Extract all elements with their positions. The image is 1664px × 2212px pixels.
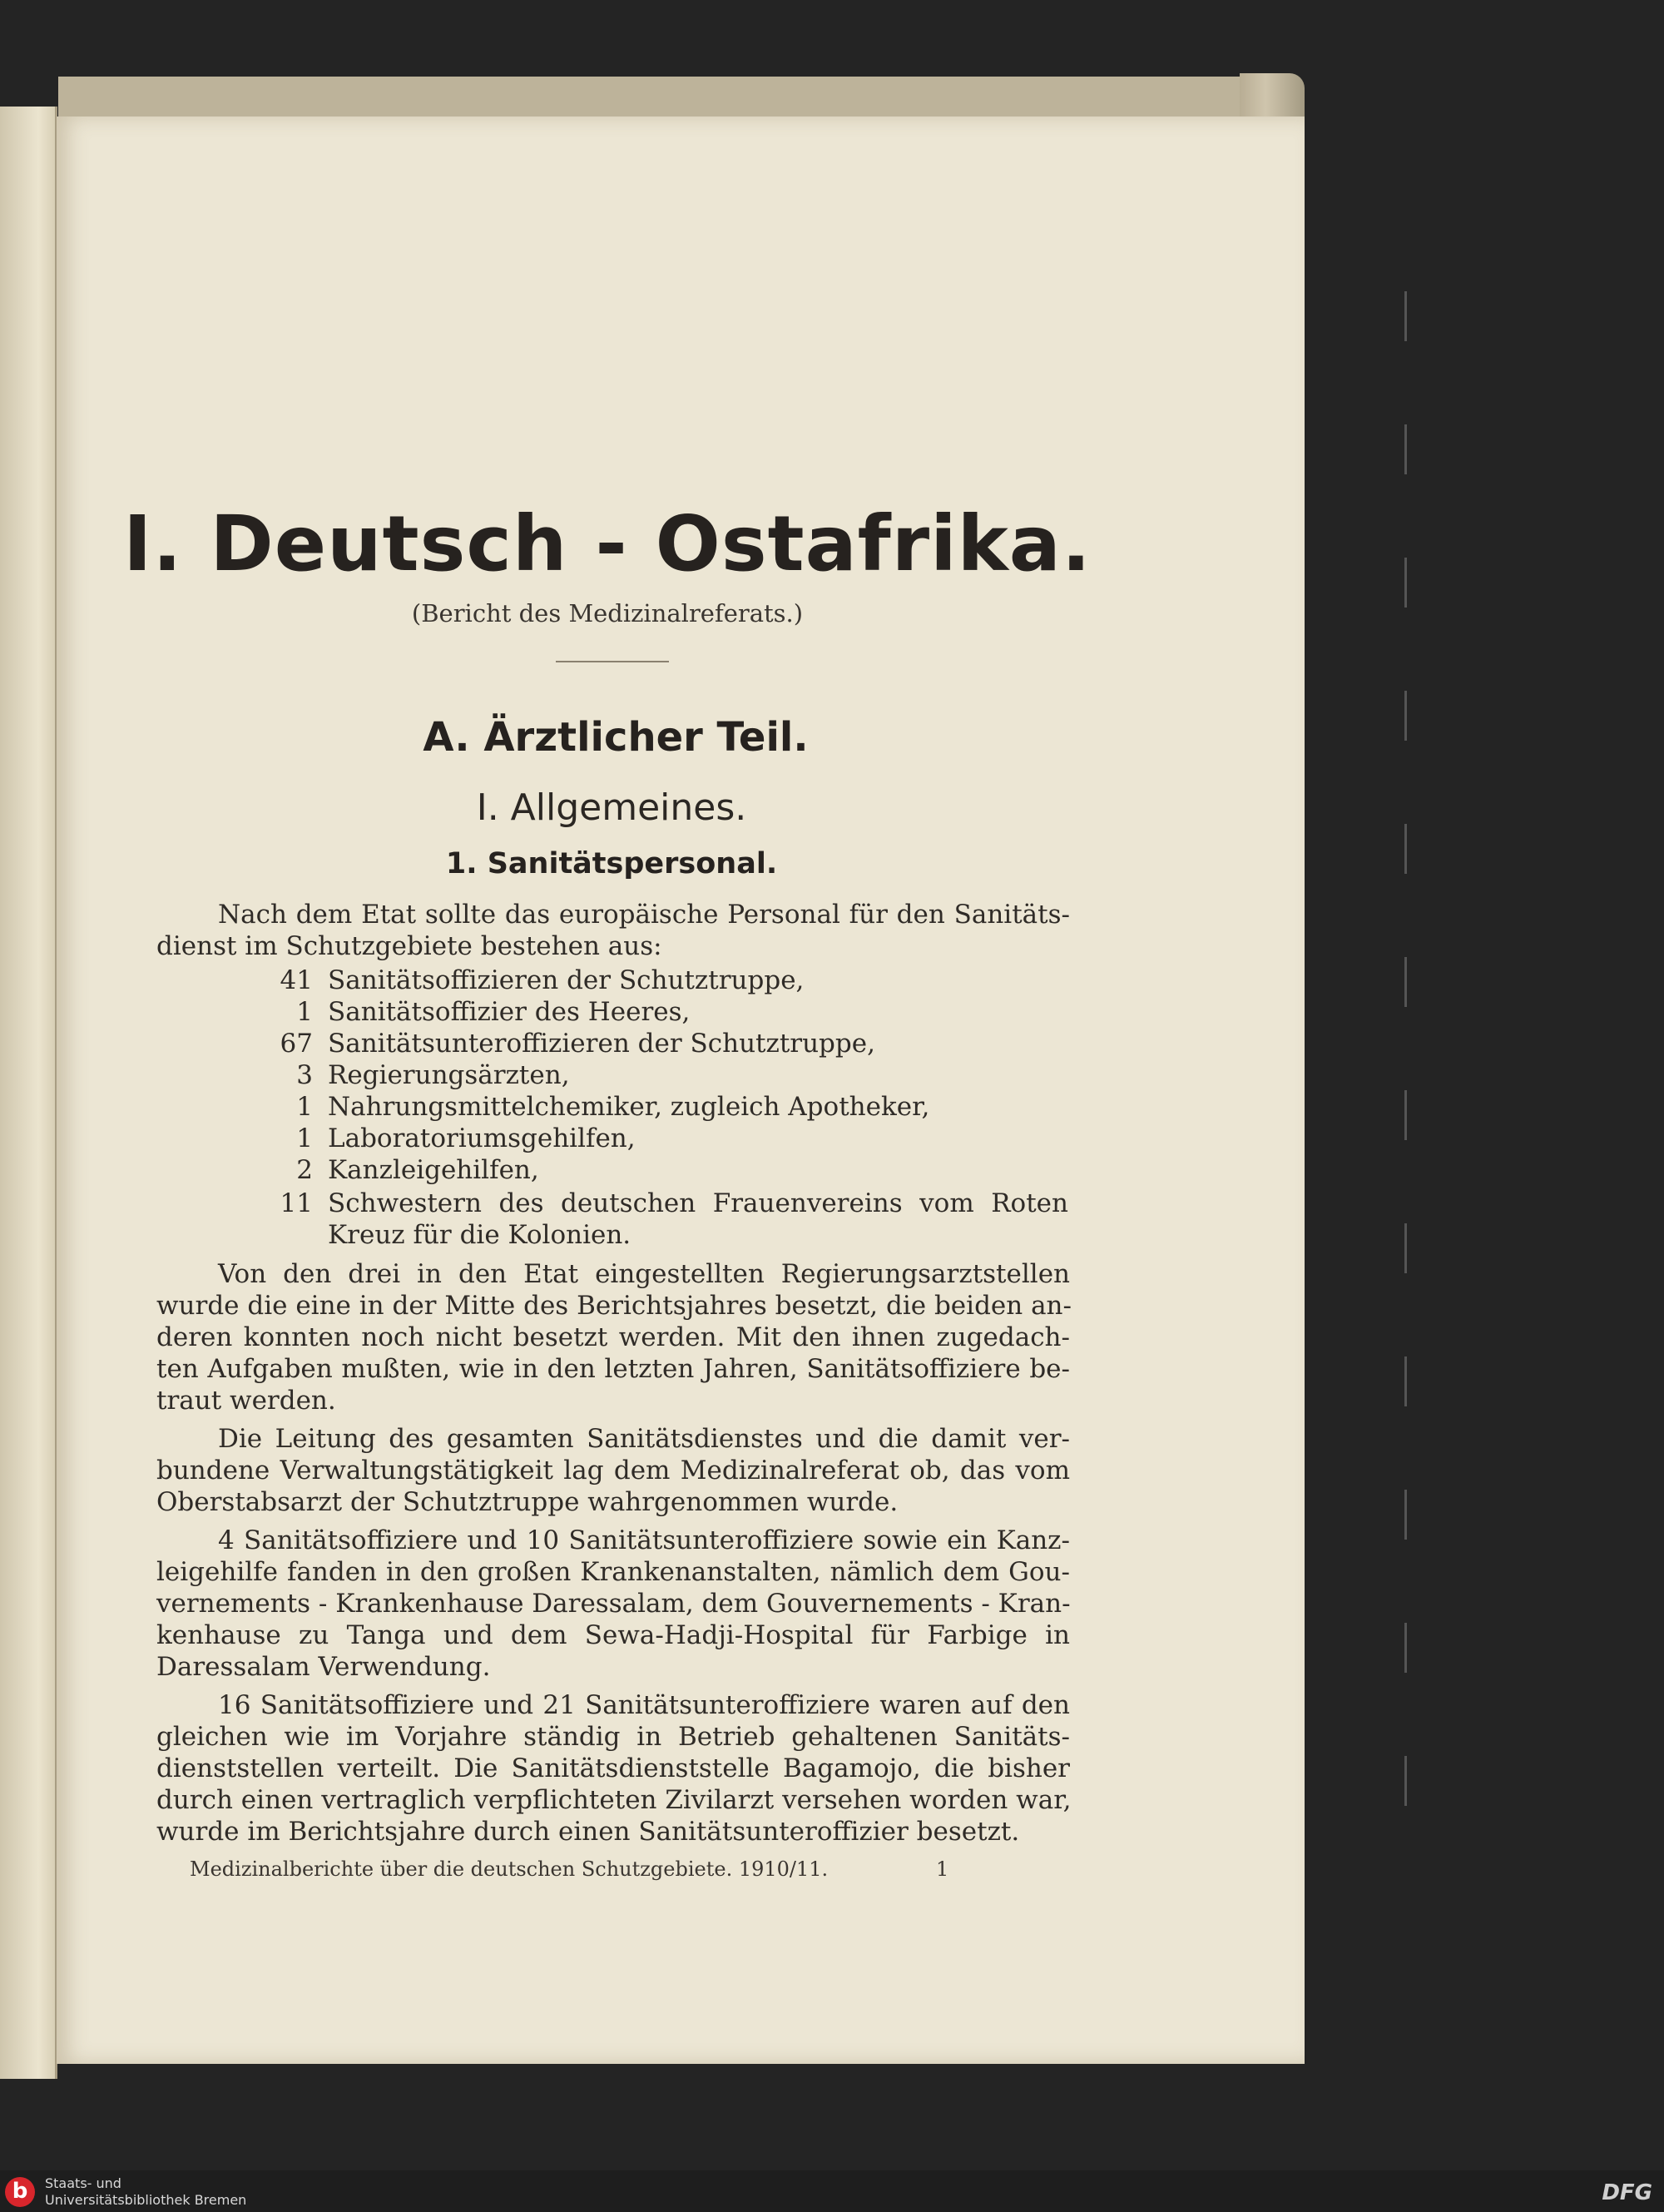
- left-page-edge: [0, 107, 57, 2079]
- intro-line: Nach dem Etat sollte das europäische Personal für den Sanitäts-: [218, 900, 1070, 930]
- page-number: 1: [936, 1857, 949, 1881]
- paragraph-line: 16 Sanitätsoffiziere und 21 Sanitätsunteroffiziere waren auf den: [218, 1690, 1070, 1720]
- staff-count: 2: [296, 1155, 313, 1185]
- intro-line: dienst im Schutzgebiete bestehen aus:: [156, 931, 662, 961]
- paragraph-line: Oberstabsarzt der Schutztruppe wahrgenommen wurde.: [156, 1487, 899, 1517]
- section-heading-1: 1. Sanitätspersonal.: [445, 847, 778, 880]
- dfg-logo[interactable]: DFG: [1602, 2180, 1652, 2205]
- library-logo-icon[interactable]: b: [5, 2177, 35, 2207]
- paragraph-line: vernements - Krankenhause Daressalam, dem Gouvernements - Kran-: [156, 1589, 1071, 1619]
- staff-count: 1: [296, 1123, 313, 1153]
- paragraph-line: Die Leitung des gesamten Sanitätsdienstes und die damit ver-: [218, 1424, 1070, 1454]
- staff-role-continuation: Kreuz für die Kolonien.: [328, 1220, 631, 1250]
- staff-count: 3: [296, 1060, 313, 1090]
- paragraph-line: leigehilfe fanden in den großen Krankenanstalten, nämlich dem Gou-: [156, 1557, 1070, 1587]
- staff-role: Nahrungsmittelchemiker, zugleich Apotheker,: [328, 1092, 930, 1122]
- paragraph-line: dienststellen verteilt. Die Sanitätsdienststelle Bagamojo, die bisher: [156, 1753, 1070, 1783]
- title-divider: [556, 661, 669, 662]
- staff-role: Sanitätsoffizieren der Schutztruppe,: [328, 965, 805, 995]
- library-name-line2: Universitätsbibliothek Bremen: [45, 2192, 247, 2208]
- library-footer-bar: [0, 2170, 1664, 2212]
- section-heading-i: I. Allgemeines.: [476, 786, 747, 829]
- paragraph-line: ten Aufgaben mußten, wie in den letzten Jahren, Sanitätsoffiziere be-: [156, 1354, 1070, 1384]
- paragraph-line: kenhause zu Tanga und dem Sewa-Hadji-Hospital für Farbige in: [156, 1620, 1070, 1650]
- library-name-line1: Staats- und: [45, 2175, 121, 2191]
- paragraph-line: wurde die eine in der Mitte des Berichtsjahres besetzt, die beiden an-: [156, 1291, 1072, 1321]
- staff-role: Sanitätsoffizier des Heeres,: [328, 997, 691, 1027]
- paragraph-line: wurde im Berichtsjahre durch einen Sanitätsunteroffizier besetzt.: [156, 1817, 1020, 1847]
- paragraph-line: gleichen wie im Vorjahre ständig in Betrieb gehaltenen Sanitäts-: [156, 1722, 1070, 1752]
- staff-role: Kanzleigehilfen,: [328, 1155, 539, 1185]
- scan-ruler: [1398, 208, 1414, 1872]
- staff-role: Laboratoriumsgehilfen,: [328, 1123, 636, 1153]
- page-title: I. Deutsch - Ostafrika.: [123, 499, 1092, 588]
- staff-count: 11: [280, 1188, 313, 1218]
- paragraph-line: Daressalam Verwendung.: [156, 1652, 491, 1682]
- staff-role: Regierungsärzten,: [328, 1060, 570, 1090]
- staff-count: 41: [280, 965, 313, 995]
- book-cover-top: [58, 77, 1256, 117]
- paragraph-line: Von den drei in den Etat eingestellten Regierungsarztstellen: [218, 1259, 1070, 1289]
- staff-count: 1: [296, 997, 313, 1027]
- paragraph-line: deren konnten noch nicht besetzt werden. Mit den ihnen zugedach-: [156, 1322, 1070, 1352]
- staff-count: 1: [296, 1092, 313, 1122]
- paragraph-line: bundene Verwaltungstätigkeit lag dem Medizinalreferat ob, das vom: [156, 1456, 1070, 1485]
- paragraph-line: 4 Sanitätsoffiziere und 10 Sanitätsunteroffiziere sowie ein Kanz-: [218, 1525, 1070, 1555]
- staff-role: Sanitätsunteroffizieren der Schutztruppe,: [328, 1029, 875, 1059]
- staff-count: 67: [280, 1029, 313, 1059]
- paragraph-line: traut werden.: [156, 1386, 336, 1416]
- page-subtitle: (Bericht des Medizinalreferats.): [411, 599, 804, 627]
- paragraph-line: durch einen vertraglich verpflichteten Zivilarzt versehen worden war,: [156, 1785, 1072, 1815]
- staff-role: Schwestern des deutschen Frauenvereins vom Roten: [328, 1188, 1068, 1218]
- page-footer: Medizinalberichte über die deutschen Schutzgebiete. 1910/11.: [190, 1857, 829, 1881]
- section-heading-a: A. Ärztlicher Teil.: [423, 714, 809, 761]
